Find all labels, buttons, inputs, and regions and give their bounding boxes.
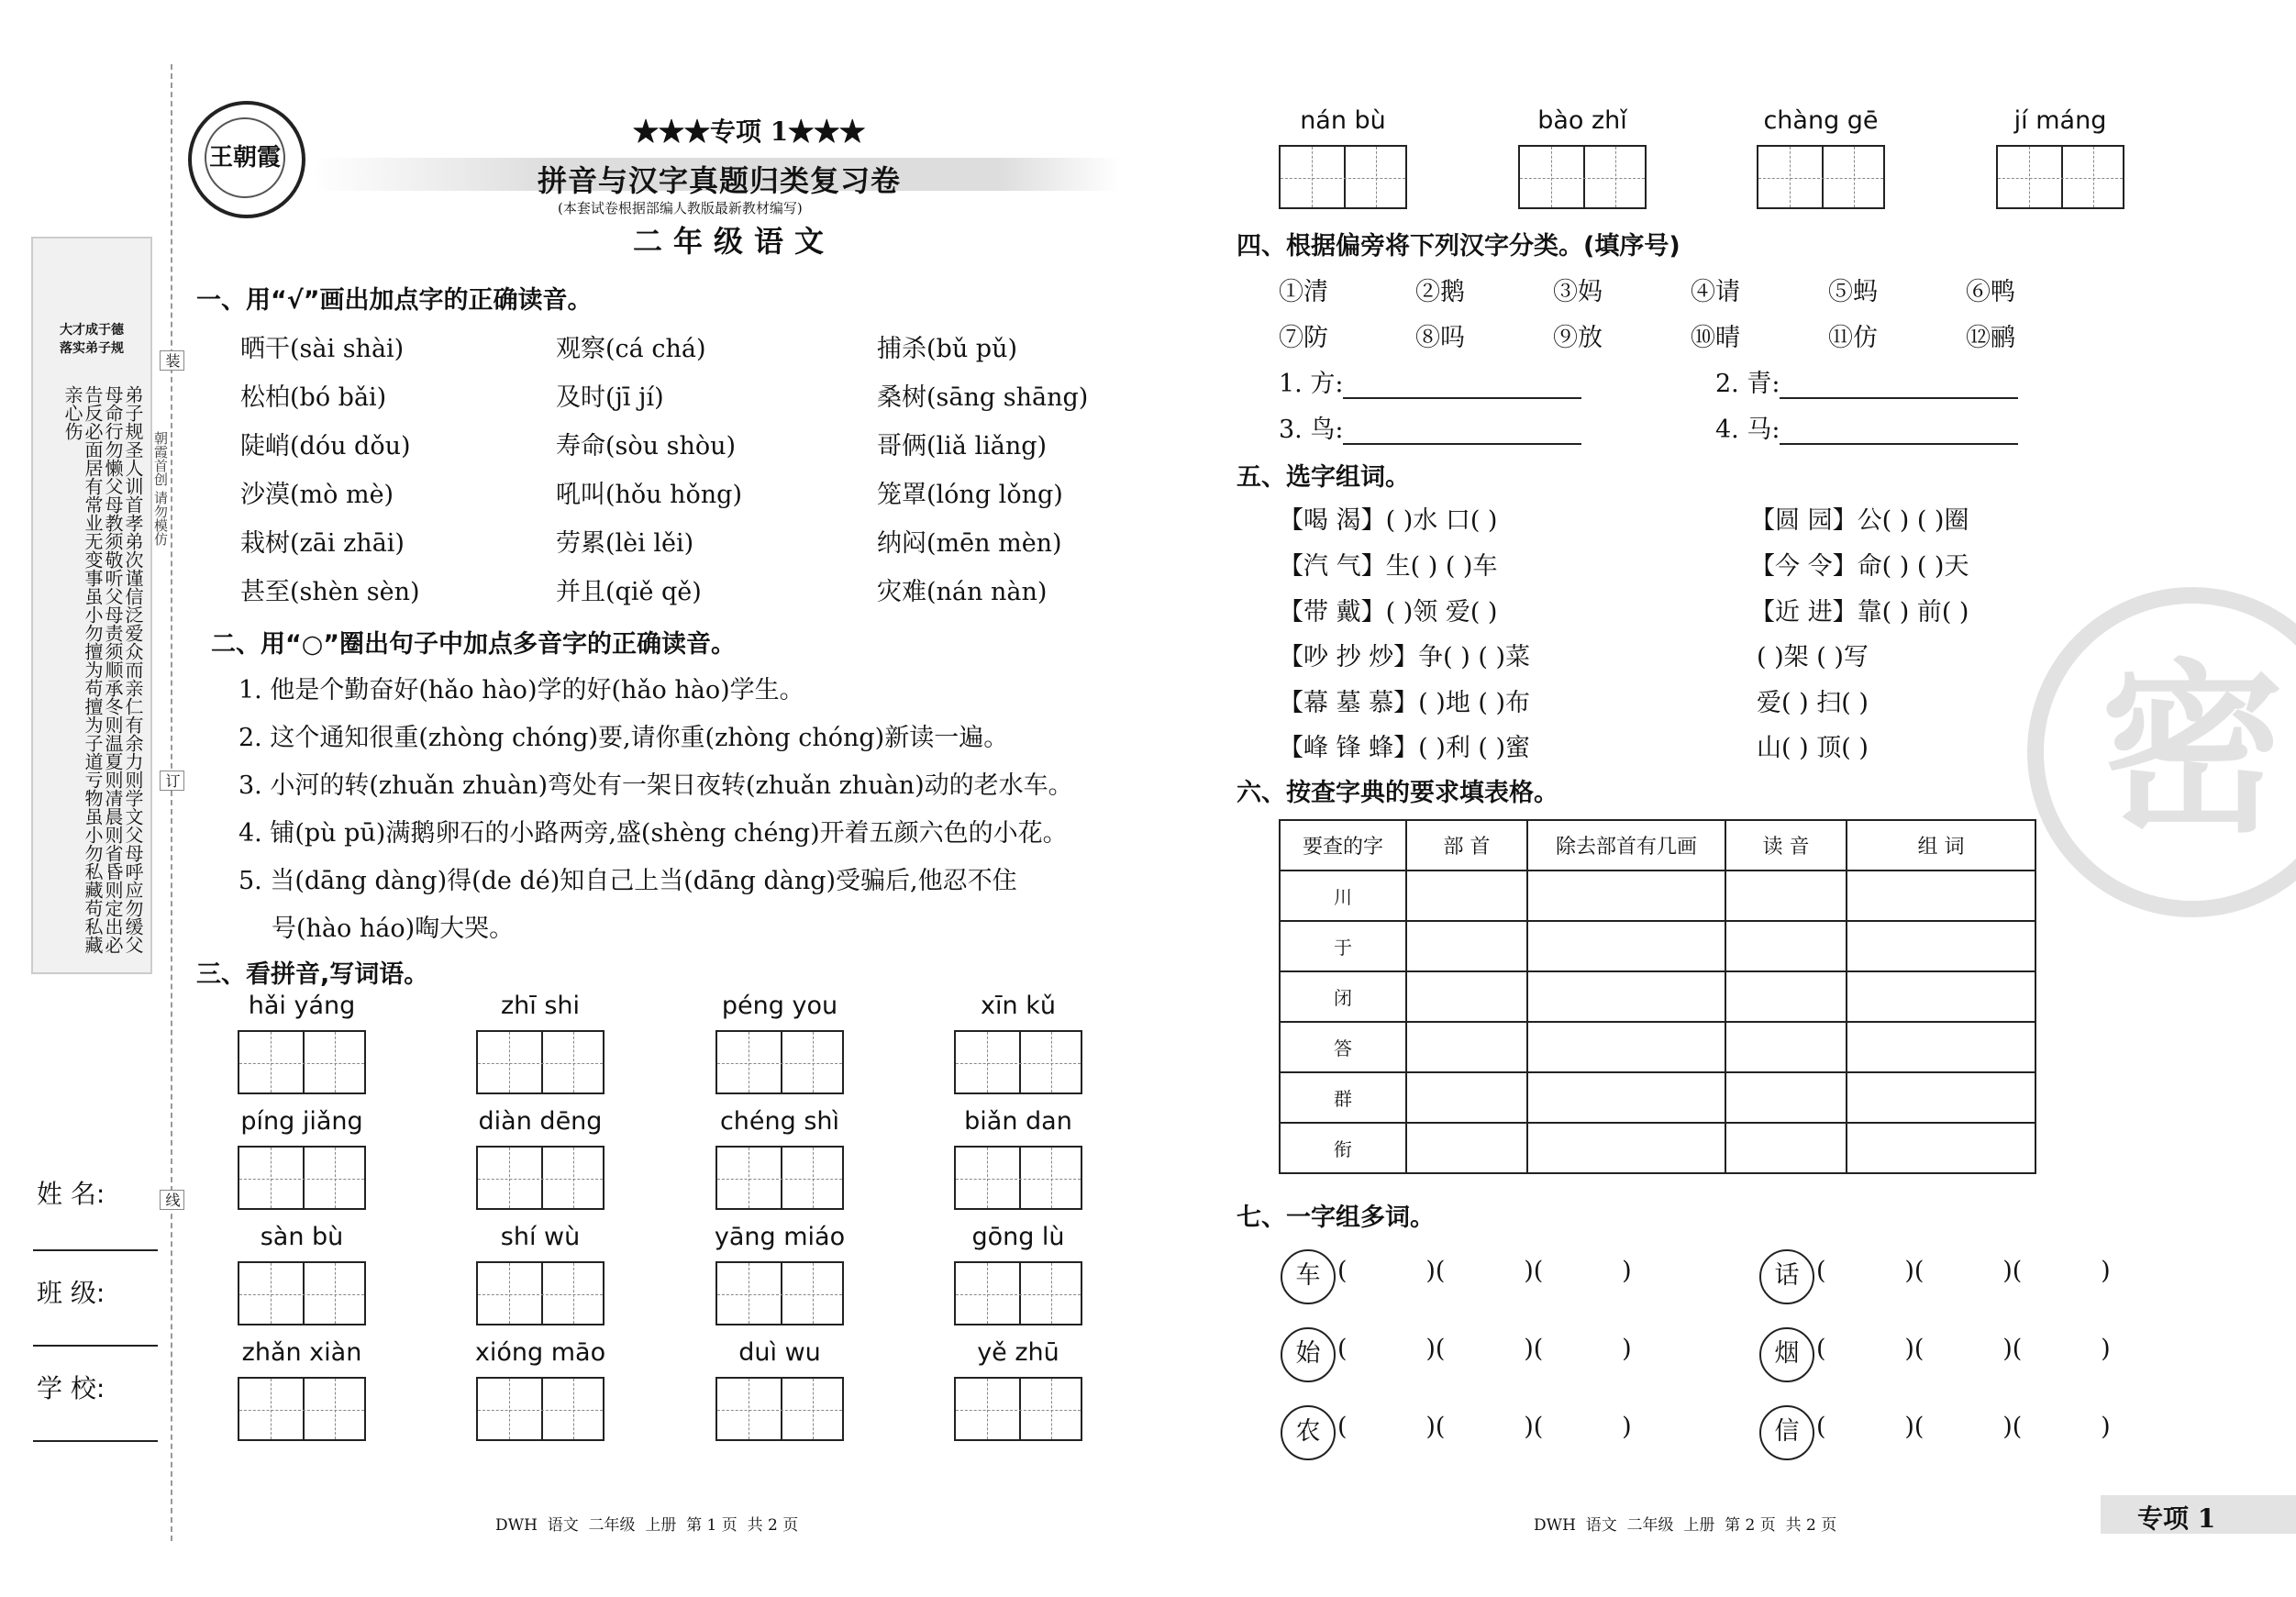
q3-heading: 三、看拼音,写词语。 bbox=[196, 960, 429, 989]
grid-line bbox=[478, 1410, 603, 1411]
q4-heading: 四、根据偏旁将下列汉字分类。(填序号) bbox=[1237, 232, 1680, 261]
word-blanks[interactable]: ( )( )( ) bbox=[1337, 1335, 1632, 1363]
table-cell-input[interactable] bbox=[1725, 971, 1847, 1022]
grid-line bbox=[1019, 1379, 1021, 1439]
grid-line bbox=[1822, 147, 1824, 207]
q1-item: 松柏(bó bǎi) bbox=[240, 383, 387, 412]
pinyin-label: shí wù bbox=[500, 1223, 581, 1251]
grid-line bbox=[813, 1032, 814, 1092]
writing-box[interactable] bbox=[238, 1377, 366, 1441]
grid-line bbox=[781, 1379, 782, 1439]
grid-line bbox=[781, 1263, 782, 1324]
sidebar-motto: 大才成于德 落实弟子规 bbox=[60, 323, 124, 356]
grid-line bbox=[239, 1063, 364, 1064]
grid-line bbox=[573, 1032, 574, 1092]
table-cell-input[interactable] bbox=[1527, 1123, 1725, 1173]
table-cell-char: 群 bbox=[1280, 1072, 1406, 1123]
q5-row-right: 【圆 园】公( ) ( )圈 bbox=[1750, 506, 1969, 535]
grid-line bbox=[987, 1379, 988, 1439]
table-cell-input[interactable] bbox=[1406, 1123, 1527, 1173]
pinyin-label: zhǎn xiàn bbox=[241, 1338, 362, 1367]
col-header-radical: 部 首 bbox=[1406, 820, 1527, 871]
word-blanks[interactable]: ( )( )( ) bbox=[1816, 1335, 2111, 1363]
pinyin-label: jí máng bbox=[2013, 106, 2107, 135]
special-label: ★★★专项 1★★★ bbox=[633, 116, 866, 147]
grid-line bbox=[271, 1379, 272, 1439]
word-flower: 话 bbox=[1759, 1249, 1814, 1304]
q1-item: 哥俩(liǎ liǎng) bbox=[877, 432, 1048, 460]
q1-item: 并且(qiě qě) bbox=[556, 578, 702, 606]
grid-line bbox=[1281, 178, 1405, 179]
q5-row-right: ( )架 ( )写 bbox=[1757, 643, 1869, 671]
pinyin-label: sàn bù bbox=[260, 1223, 344, 1251]
writing-box[interactable] bbox=[1279, 145, 1407, 209]
grid-line bbox=[303, 1379, 305, 1439]
word-flower: 烟 bbox=[1759, 1327, 1814, 1382]
writing-box[interactable] bbox=[715, 1377, 844, 1441]
q1-item: 纳闷(mēn mèn) bbox=[877, 529, 1062, 558]
grid-line bbox=[2061, 147, 2063, 207]
q4-blank-4[interactable] bbox=[1780, 419, 2018, 445]
table-cell-input[interactable] bbox=[1725, 1123, 1847, 1173]
writing-box[interactable] bbox=[1518, 145, 1647, 209]
q5-row-left: 【汽 气】生( ) ( )车 bbox=[1279, 552, 1498, 581]
pinyin-label: xióng māo bbox=[474, 1338, 606, 1367]
q1-item: 笼罩(lóng lǒng) bbox=[877, 481, 1063, 509]
grid-line bbox=[1019, 1032, 1021, 1092]
dictionary-table bbox=[1279, 819, 2036, 1174]
table-row bbox=[1280, 971, 2035, 1022]
grid-line bbox=[1551, 147, 1552, 207]
corner-label: 专项 1 bbox=[2137, 1503, 2216, 1534]
grid-line bbox=[1051, 1032, 1052, 1092]
q1-item: 陡峭(dóu dǒu) bbox=[240, 432, 411, 460]
grid-line bbox=[239, 1410, 364, 1411]
col-header-words: 组 词 bbox=[1847, 820, 2035, 871]
q2-line-4: 4. 铺(pù pū)满鹅卵石的小路两旁,盛(shèng chéng)开着五颜六色的小花。 bbox=[238, 819, 1068, 848]
grid-line bbox=[1758, 178, 1883, 179]
table-row bbox=[1280, 1022, 2035, 1072]
q1-item: 栽树(zāi zhāi) bbox=[240, 529, 405, 558]
table-cell-input[interactable] bbox=[1527, 871, 1725, 921]
writing-box[interactable] bbox=[715, 1030, 844, 1094]
table-cell-input[interactable] bbox=[1847, 1123, 2035, 1173]
grid-line bbox=[956, 1294, 1081, 1295]
q5-row-right: 【今 令】命( ) ( )天 bbox=[1750, 552, 1969, 581]
pinyin-label: diàn dēng bbox=[478, 1107, 603, 1136]
pinyin-label: chàng gē bbox=[1763, 106, 1879, 135]
pinyin-label: píng jiǎng bbox=[240, 1107, 363, 1136]
grid-line bbox=[335, 1379, 336, 1439]
grid-line bbox=[813, 1263, 814, 1324]
grid-line bbox=[478, 1294, 603, 1295]
q4-char: ④请 bbox=[1691, 278, 1740, 306]
pinyin-label: chéng shì bbox=[719, 1107, 840, 1136]
q2-line-1: 1. 他是个勤奋好(hǎo hào)学的好(hǎo hào)学生。 bbox=[238, 676, 804, 704]
grid-line bbox=[541, 1379, 543, 1439]
grid-line bbox=[303, 1032, 305, 1092]
grid-line bbox=[1051, 1148, 1052, 1208]
q1-item: 晒干(sài shài) bbox=[240, 335, 405, 363]
table-cell-input[interactable] bbox=[1406, 1072, 1527, 1123]
table-cell-input[interactable] bbox=[1406, 1022, 1527, 1072]
word-flower: 始 bbox=[1281, 1327, 1336, 1382]
word-blanks[interactable]: ( )( )( ) bbox=[1337, 1413, 1632, 1441]
grid-line bbox=[1051, 1379, 1052, 1439]
grid-line bbox=[478, 1179, 603, 1180]
table-cell-input[interactable] bbox=[1847, 871, 2035, 921]
table-cell-input[interactable] bbox=[1406, 921, 1527, 971]
writing-box[interactable] bbox=[238, 1261, 366, 1325]
table-cell-char: 闭 bbox=[1280, 971, 1406, 1022]
pinyin-label: zhī shi bbox=[500, 992, 581, 1020]
writing-box[interactable] bbox=[238, 1146, 366, 1210]
pinyin-label: gōng lù bbox=[971, 1223, 1065, 1251]
table-cell-input[interactable] bbox=[1725, 1072, 1847, 1123]
q1-heading: 一、用“√”画出加点字的正确读音。 bbox=[196, 286, 593, 315]
pinyin-label: xīn kǔ bbox=[981, 992, 1056, 1020]
grid-line bbox=[271, 1263, 272, 1324]
grid-line bbox=[813, 1148, 814, 1208]
table-cell-input[interactable] bbox=[1527, 1072, 1725, 1123]
table-cell-input[interactable] bbox=[1725, 921, 1847, 971]
q1-item: 及时(jī jí) bbox=[556, 383, 664, 412]
grid-line bbox=[239, 1294, 364, 1295]
title-note: (本套试卷根据部编人教版最新教材编写) bbox=[558, 200, 803, 216]
grid-line bbox=[573, 1263, 574, 1324]
grid-line bbox=[1051, 1263, 1052, 1324]
grid-line bbox=[271, 1148, 272, 1208]
col-header-char: 要查的字 bbox=[1280, 820, 1406, 871]
table-cell-input[interactable] bbox=[1847, 921, 2035, 971]
q4-char: ⑫鹂 bbox=[1966, 324, 2015, 352]
grid-line bbox=[509, 1379, 510, 1439]
table-cell-input[interactable] bbox=[1725, 871, 1847, 921]
q4-char: ⑩晴 bbox=[1691, 324, 1740, 352]
q4-blank-1[interactable] bbox=[1343, 373, 1581, 399]
logo-text: 王朝霞 bbox=[205, 117, 285, 198]
grid-line bbox=[509, 1263, 510, 1324]
grid-line bbox=[303, 1263, 305, 1324]
writing-box[interactable] bbox=[715, 1146, 844, 1210]
grid-line bbox=[1790, 147, 1791, 207]
table-cell-char: 川 bbox=[1280, 871, 1406, 921]
grid-line bbox=[987, 1263, 988, 1324]
grid-line bbox=[1998, 178, 2123, 179]
q4-char: ⑧吗 bbox=[1415, 324, 1465, 352]
grid-line bbox=[781, 1148, 782, 1208]
grid-line bbox=[335, 1263, 336, 1324]
table-cell-char: 答 bbox=[1280, 1022, 1406, 1072]
writing-box[interactable] bbox=[476, 1261, 605, 1325]
q5-heading: 五、选字组词。 bbox=[1237, 463, 1410, 492]
writing-box[interactable] bbox=[476, 1146, 605, 1210]
writing-box[interactable] bbox=[1757, 145, 1885, 209]
pinyin-label: bào zhǐ bbox=[1537, 106, 1627, 135]
binding-line bbox=[171, 64, 172, 1541]
q4-char: ⑨放 bbox=[1553, 324, 1603, 352]
grid-line bbox=[2093, 147, 2094, 207]
q1-item: 甚至(shèn sèn) bbox=[240, 578, 420, 606]
secret-watermark: 密 bbox=[2027, 587, 2296, 917]
table-row bbox=[1280, 1123, 2035, 1173]
writing-box[interactable] bbox=[476, 1030, 605, 1094]
q5-row-right: 【近 进】靠( ) 前( ) bbox=[1750, 598, 1969, 627]
grid-line bbox=[956, 1179, 1081, 1180]
col-header-pinyin: 读 音 bbox=[1725, 820, 1847, 871]
q5-row-left: 【峰 锋 蜂】( )利 ( )蜜 bbox=[1279, 734, 1531, 762]
table-cell-char: 于 bbox=[1280, 921, 1406, 971]
grid-line bbox=[1344, 147, 1346, 207]
cut-mark-3: 线 bbox=[160, 1190, 184, 1210]
table-cell-input[interactable] bbox=[1527, 1022, 1725, 1072]
grid-line bbox=[1615, 147, 1616, 207]
word-flower: 信 bbox=[1759, 1405, 1814, 1460]
word-flower: 农 bbox=[1281, 1405, 1336, 1460]
writing-box[interactable] bbox=[954, 1146, 1082, 1210]
q1-item: 寿命(sòu shòu) bbox=[556, 432, 737, 460]
table-cell-input[interactable] bbox=[1527, 971, 1725, 1022]
q4-cat-1: 1. 方: bbox=[1279, 363, 1581, 399]
q5-row-right: 爱( ) 扫( ) bbox=[1757, 689, 1869, 717]
q2-line-5: 5. 当(dāng dàng)得(de dé)知自己上当(dāng dàng)受骗后,他忍不住 bbox=[238, 867, 1017, 895]
writing-box[interactable] bbox=[954, 1030, 1082, 1094]
grid-line bbox=[1520, 178, 1645, 179]
sidebar-panel bbox=[31, 237, 152, 974]
cut-mark-1: 装 bbox=[160, 350, 184, 371]
pinyin-label: hǎi yáng bbox=[248, 992, 356, 1020]
writing-box[interactable] bbox=[1996, 145, 2124, 209]
col-header-strokes: 除去部首有几画 bbox=[1527, 820, 1725, 871]
writing-box[interactable] bbox=[954, 1261, 1082, 1325]
sidebar-text: 弟子规圣人训首孝弟次谨信泛爱众而亲仁有余力则学文父母呼应勿缓父母命行勿懒父母教须敬听父母责须顺承冬则温夏则凊晨则省昏则定出必告反必面居有常业无变事虽小勿擅为苟擅为子道亏物虽小勿私藏苟私藏亲心伤 bbox=[61, 385, 144, 954]
q1-item: 灾难(nán nàn) bbox=[877, 578, 1048, 606]
grid-line bbox=[509, 1032, 510, 1092]
pinyin-label: péng you bbox=[721, 992, 838, 1020]
table-row bbox=[1280, 871, 2035, 921]
grid-line bbox=[987, 1148, 988, 1208]
grid-line bbox=[813, 1379, 814, 1439]
q4-cat-3: 3. 鸟: bbox=[1279, 409, 1581, 445]
grid-line bbox=[1376, 147, 1377, 207]
table-cell-input[interactable] bbox=[1406, 871, 1527, 921]
table-header-row bbox=[1280, 820, 2035, 871]
pinyin-label: duì wu bbox=[738, 1338, 821, 1367]
school-label: 学 校: bbox=[37, 1373, 105, 1403]
grid-line bbox=[335, 1148, 336, 1208]
q5-row-left: 【吵 抄 炒】争( ) ( )菜 bbox=[1279, 643, 1531, 671]
q1-item: 捕杀(bǔ pǔ) bbox=[877, 335, 1017, 363]
table-cell-input[interactable] bbox=[1847, 1022, 2035, 1072]
cut-mark-2: 订 bbox=[160, 771, 184, 791]
footer-page-2: DWH 语文 二年级 上册 第 2 页 共 2 页 bbox=[1534, 1516, 1837, 1535]
grid-line bbox=[303, 1148, 305, 1208]
grid-line bbox=[717, 1410, 842, 1411]
grid-line bbox=[541, 1148, 543, 1208]
grid-line bbox=[1583, 147, 1585, 207]
grid-line bbox=[987, 1032, 988, 1092]
pinyin-label: yě zhū bbox=[977, 1338, 1059, 1367]
grid-line bbox=[1854, 147, 1855, 207]
writing-box[interactable] bbox=[238, 1030, 366, 1094]
table-cell-input[interactable] bbox=[1847, 971, 2035, 1022]
q1-item: 劳累(lèi lěi) bbox=[556, 529, 694, 558]
q1-item: 吼叫(hǒu hǒng) bbox=[556, 481, 743, 509]
grid-line bbox=[541, 1032, 543, 1092]
q4-char: ③妈 bbox=[1553, 278, 1603, 306]
class-field[interactable] bbox=[33, 1345, 158, 1347]
q4-cat-2: 2. 青: bbox=[1715, 363, 2018, 399]
grid-line bbox=[573, 1148, 574, 1208]
q2-line-2: 2. 这个通知很重(zhòng chóng)要,请你重(zhòng chóng)新读一遍。 bbox=[238, 724, 1009, 752]
q5-row-left: 【幕 墓 慕】( )地 ( )布 bbox=[1279, 689, 1531, 717]
q4-char: ⑦防 bbox=[1279, 324, 1328, 352]
class-label: 班 级: bbox=[37, 1278, 105, 1308]
writing-box[interactable] bbox=[715, 1261, 844, 1325]
q2-line-6: 号(hào háo)啕大哭。 bbox=[272, 915, 515, 943]
q4-blank-3[interactable] bbox=[1343, 419, 1581, 445]
q2-line-3: 3. 小河的转(zhuǎn zhuàn)弯处有一架日夜转(zhuǎn zhuàn)动的老水车。 bbox=[238, 771, 1073, 800]
school-field[interactable] bbox=[33, 1440, 158, 1442]
q4-cat-4: 4. 马: bbox=[1715, 409, 2018, 445]
margin-note: 朝霞首创 请勿模仿 bbox=[152, 431, 169, 546]
name-field[interactable] bbox=[33, 1249, 158, 1251]
word-blanks[interactable]: ( )( )( ) bbox=[1816, 1257, 2111, 1285]
grid-line bbox=[2029, 147, 2030, 207]
grid-line bbox=[717, 1063, 842, 1064]
q5-row-left: 【带 戴】( )领 爱( ) bbox=[1279, 598, 1498, 627]
grid-line bbox=[335, 1032, 336, 1092]
grid-line bbox=[1019, 1263, 1021, 1324]
table-row bbox=[1280, 1072, 2035, 1123]
q4-char: ⑥鸭 bbox=[1966, 278, 2015, 306]
table-cell-char: 衔 bbox=[1280, 1123, 1406, 1173]
q4-char: ⑤蚂 bbox=[1828, 278, 1878, 306]
grid-line bbox=[717, 1294, 842, 1295]
table-cell-input[interactable] bbox=[1847, 1072, 2035, 1123]
page-title: 拼音与汉字真题归类复习卷 bbox=[538, 163, 902, 198]
grid-line bbox=[956, 1410, 1081, 1411]
grid-line bbox=[1019, 1148, 1021, 1208]
q7-heading: 七、一字组多词。 bbox=[1237, 1203, 1435, 1232]
q4-char: ⑪仿 bbox=[1828, 324, 1878, 352]
grid-line bbox=[541, 1263, 543, 1324]
q1-item: 观察(cá chá) bbox=[556, 335, 706, 363]
name-label: 姓 名: bbox=[37, 1179, 105, 1209]
table-cell-input[interactable] bbox=[1406, 971, 1527, 1022]
table-row bbox=[1280, 921, 2035, 971]
word-blanks[interactable]: ( )( )( ) bbox=[1337, 1257, 1632, 1285]
writing-box[interactable] bbox=[954, 1377, 1082, 1441]
grid-line bbox=[1312, 147, 1313, 207]
q1-item: 桑树(sāng shāng) bbox=[877, 383, 1089, 412]
table-cell-input[interactable] bbox=[1725, 1022, 1847, 1072]
pinyin-label: biǎn dan bbox=[964, 1107, 1072, 1136]
writing-box[interactable] bbox=[476, 1377, 605, 1441]
grid-line bbox=[781, 1032, 782, 1092]
q2-heading: 二、用“○”圈出句子中加点多音字的正确读音。 bbox=[211, 630, 737, 659]
pinyin-label: nán bù bbox=[1300, 106, 1386, 135]
grid-line bbox=[573, 1379, 574, 1439]
footer-page-1: DWH 语文 二年级 上册 第 1 页 共 2 页 bbox=[495, 1516, 799, 1535]
logo bbox=[188, 101, 305, 218]
word-blanks[interactable]: ( )( )( ) bbox=[1816, 1413, 2111, 1441]
q1-item: 沙漠(mò mè) bbox=[240, 481, 394, 509]
grid-line bbox=[239, 1179, 364, 1180]
grid-line bbox=[271, 1032, 272, 1092]
q4-char: ①清 bbox=[1279, 278, 1328, 306]
table-cell-input[interactable] bbox=[1527, 921, 1725, 971]
grid-line bbox=[509, 1148, 510, 1208]
grade-title: 二年级语文 bbox=[633, 224, 836, 259]
q5-row-left: 【喝 渴】( )水 口( ) bbox=[1279, 506, 1498, 535]
q6-heading: 六、按查字典的要求填表格。 bbox=[1237, 779, 1558, 807]
word-flower: 车 bbox=[1281, 1249, 1336, 1304]
grid-line bbox=[478, 1063, 603, 1064]
pinyin-label: yāng miáo bbox=[714, 1223, 846, 1251]
q4-blank-2[interactable] bbox=[1780, 373, 2018, 399]
grid-line bbox=[956, 1063, 1081, 1064]
grid-line bbox=[717, 1179, 842, 1180]
q5-row-right: 山( ) 顶( ) bbox=[1757, 734, 1869, 762]
q4-char: ②鹅 bbox=[1415, 278, 1465, 306]
